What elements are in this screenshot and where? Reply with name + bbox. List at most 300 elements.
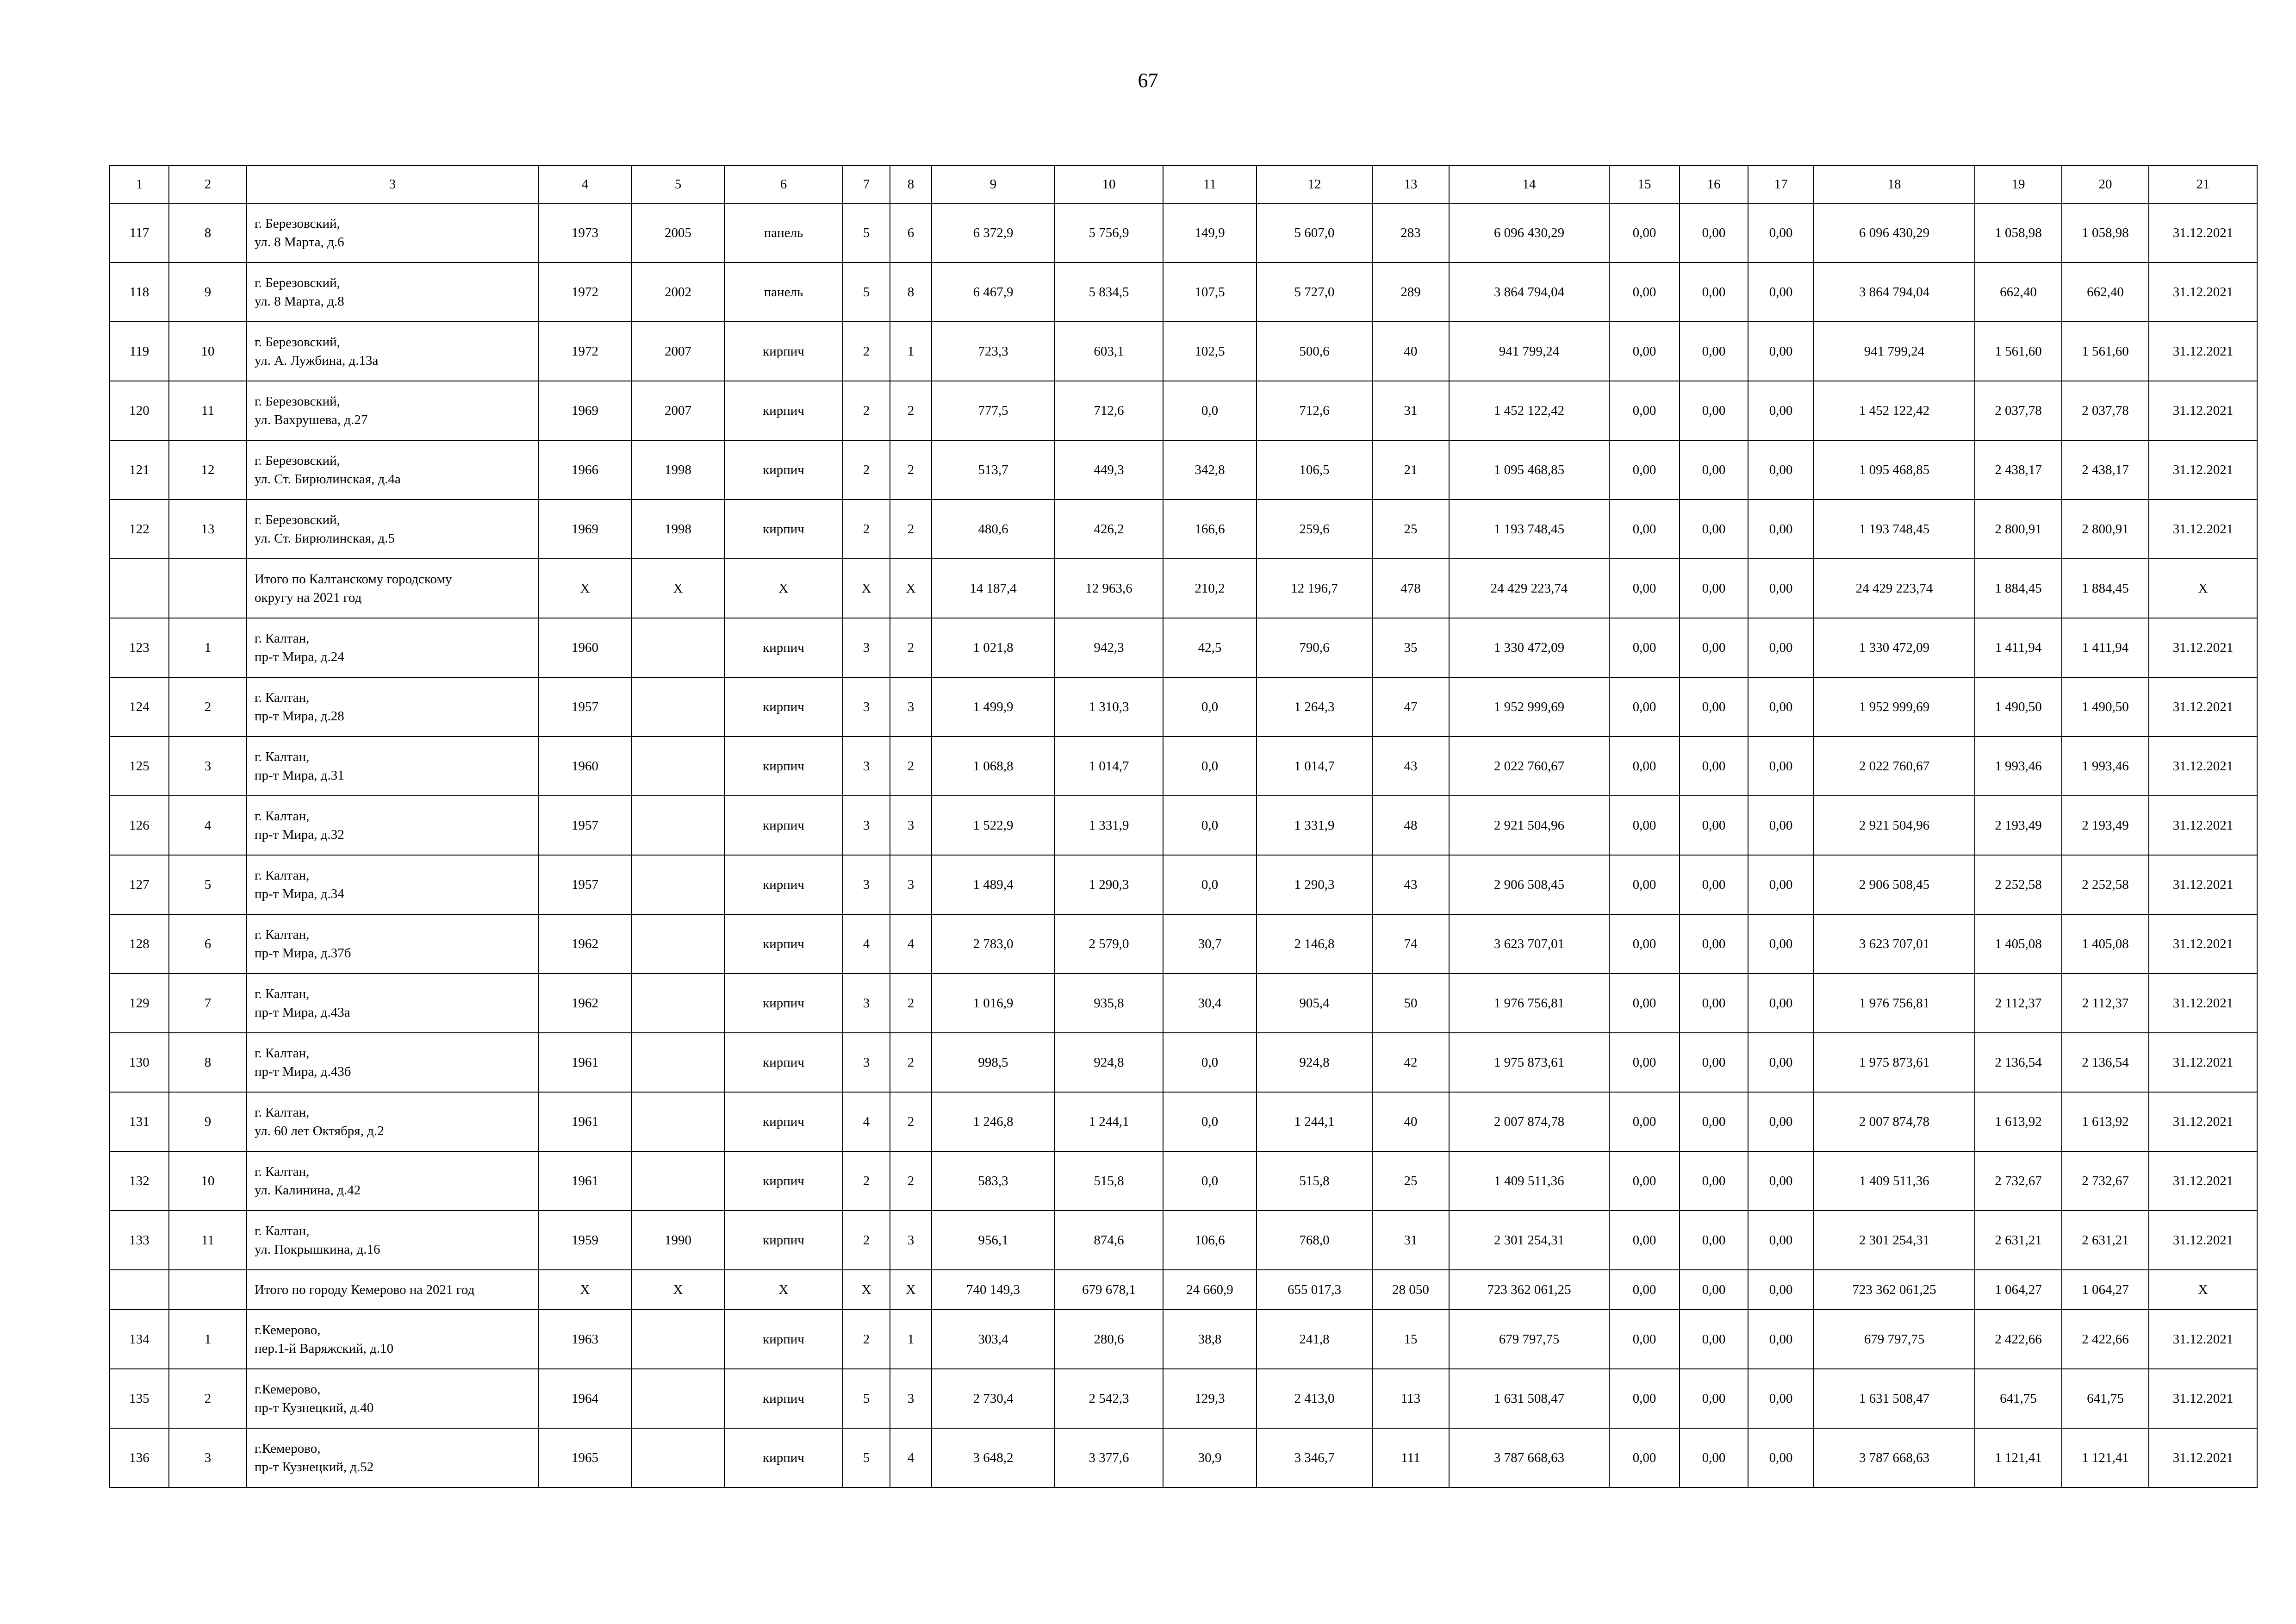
cell-col-6: кирпич [724, 1151, 843, 1211]
cell-col-6: кирпич [724, 500, 843, 559]
cell-col-18: 1 975 873,61 [1814, 1033, 1975, 1092]
cell-col-15: 0,00 [1609, 796, 1680, 855]
cell-col-8: 3 [890, 1211, 932, 1270]
cell-col-16: 0,00 [1680, 1428, 1748, 1487]
cell-col-13: 111 [1372, 1428, 1449, 1487]
cell-col-21: 31.12.2021 [2149, 796, 2257, 855]
cell-col-9: 1 068,8 [932, 737, 1055, 796]
cell-col-20: 1 884,45 [2062, 559, 2149, 618]
cell-col-18: 1 952 999,69 [1814, 677, 1975, 737]
cell-col-3: г. Березовский, ул. Ст. Бирюлинская, д.5 [247, 500, 538, 559]
cell-col-12: 924,8 [1257, 1033, 1372, 1092]
cell-col-10: 515,8 [1055, 1151, 1163, 1211]
cell-col-9: 6 467,9 [932, 262, 1055, 322]
cell-col-7: 3 [843, 796, 890, 855]
cell-col-17: 0,00 [1748, 322, 1814, 381]
cell-col-20: 1 613,92 [2062, 1092, 2149, 1151]
cell-col-5 [632, 737, 724, 796]
cell-col-8: 2 [890, 618, 932, 677]
cell-col-20: 2 438,17 [2062, 440, 2149, 500]
cell-col-14: 1 095 468,85 [1449, 440, 1609, 500]
table-row [110, 1033, 2257, 1092]
cell-col-14: 24 429 223,74 [1449, 559, 1609, 618]
cell-col-18: 2 301 254,31 [1814, 1211, 1975, 1270]
cell-col-1: 126 [110, 796, 169, 855]
cell-col-8: 3 [890, 796, 932, 855]
cell-col-21: 31.12.2021 [2149, 855, 2257, 914]
cell-col-20: 1 490,50 [2062, 677, 2149, 737]
cell-col-15: 0,00 [1609, 440, 1680, 500]
cell-col-13: 42 [1372, 1033, 1449, 1092]
cell-col-2: 11 [169, 381, 247, 440]
cell-col-21: 31.12.2021 [2149, 262, 2257, 322]
cell-col-4: 1962 [538, 914, 632, 974]
cell-col-21: 31.12.2021 [2149, 618, 2257, 677]
cell-col-14: 3 623 707,01 [1449, 914, 1609, 974]
cell-col-16: 0,00 [1680, 1270, 1748, 1310]
cell-col-11: 30,7 [1163, 914, 1257, 974]
cell-col-10: 3 377,6 [1055, 1428, 1163, 1487]
cell-col-18: 3 787 668,63 [1814, 1428, 1975, 1487]
column-header-17: 17 [1748, 165, 1814, 203]
cell-col-16: 0,00 [1680, 262, 1748, 322]
cell-col-5 [632, 677, 724, 737]
cell-col-12: 515,8 [1257, 1151, 1372, 1211]
cell-col-14: 3 787 668,63 [1449, 1428, 1609, 1487]
cell-col-20: 1 411,94 [2062, 618, 2149, 677]
cell-col-5 [632, 914, 724, 974]
cell-col-21: 31.12.2021 [2149, 500, 2257, 559]
cell-col-3: г. Калтан, ул. Калинина, д.42 [247, 1151, 538, 1211]
cell-col-11: 42,5 [1163, 618, 1257, 677]
cell-col-17: 0,00 [1748, 1211, 1814, 1270]
table-row [110, 914, 2257, 974]
cell-col-19: 2 193,49 [1975, 796, 2062, 855]
table-row [110, 440, 2257, 500]
cell-col-11: 30,9 [1163, 1428, 1257, 1487]
cell-col-18: 2 921 504,96 [1814, 796, 1975, 855]
cell-col-12: 1 290,3 [1257, 855, 1372, 914]
cell-col-13: 25 [1372, 1151, 1449, 1211]
cell-col-13: 43 [1372, 737, 1449, 796]
column-header-4: 4 [538, 165, 632, 203]
cell-col-20: 641,75 [2062, 1369, 2149, 1428]
cell-col-9: 1 016,9 [932, 974, 1055, 1033]
cell-col-16: 0,00 [1680, 381, 1748, 440]
cell-col-17: 0,00 [1748, 1151, 1814, 1211]
cell-col-5: 2007 [632, 322, 724, 381]
cell-col-8: 8 [890, 262, 932, 322]
cell-col-14: 2 921 504,96 [1449, 796, 1609, 855]
cell-col-6: кирпич [724, 1092, 843, 1151]
cell-col-8: 2 [890, 381, 932, 440]
cell-col-18: 2 906 508,45 [1814, 855, 1975, 914]
cell-col-1: 128 [110, 914, 169, 974]
cell-col-13: 40 [1372, 1092, 1449, 1151]
cell-col-17: 0,00 [1748, 974, 1814, 1033]
cell-col-11: 342,8 [1163, 440, 1257, 500]
cell-col-19: 2 252,58 [1975, 855, 2062, 914]
cell-col-14: 2 301 254,31 [1449, 1211, 1609, 1270]
cell-col-14: 2 906 508,45 [1449, 855, 1609, 914]
cell-col-12: 5 727,0 [1257, 262, 1372, 322]
cell-col-2: 2 [169, 1369, 247, 1428]
cell-col-1: 117 [110, 203, 169, 262]
cell-col-3: г. Калтан, пр-т Мира, д.34 [247, 855, 538, 914]
cell-col-16: 0,00 [1680, 677, 1748, 737]
cell-col-21: 31.12.2021 [2149, 440, 2257, 500]
cell-col-11: 107,5 [1163, 262, 1257, 322]
cell-col-4: 1959 [538, 1211, 632, 1270]
table-row [110, 1211, 2257, 1270]
cell-col-20: 1 058,98 [2062, 203, 2149, 262]
cell-col-12: 655 017,3 [1257, 1270, 1372, 1310]
cell-col-5 [632, 1310, 724, 1369]
cell-col-11: 149,9 [1163, 203, 1257, 262]
cell-col-9: 740 149,3 [932, 1270, 1055, 1310]
cell-col-14: 2 007 874,78 [1449, 1092, 1609, 1151]
cell-col-2: 3 [169, 737, 247, 796]
cell-col-2: 1 [169, 618, 247, 677]
cell-col-3: г. Березовский, ул. Ст. Бирюлинская, д.4а [247, 440, 538, 500]
cell-col-17: 0,00 [1748, 737, 1814, 796]
cell-col-18: 6 096 430,29 [1814, 203, 1975, 262]
cell-col-10: 942,3 [1055, 618, 1163, 677]
cell-col-10: 935,8 [1055, 974, 1163, 1033]
cell-col-1: 124 [110, 677, 169, 737]
cell-col-10: 924,8 [1055, 1033, 1163, 1092]
cell-col-18: 679 797,75 [1814, 1310, 1975, 1369]
cell-col-21: 31.12.2021 [2149, 381, 2257, 440]
cell-col-9: 2 730,4 [932, 1369, 1055, 1428]
cell-col-12: 712,6 [1257, 381, 1372, 440]
table-row [110, 262, 2257, 322]
cell-col-5 [632, 974, 724, 1033]
cell-col-3: г. Калтан, ул. 60 лет Октября, д.2 [247, 1092, 538, 1151]
cell-col-21: 31.12.2021 [2149, 1033, 2257, 1092]
cell-col-6: кирпич [724, 1428, 843, 1487]
cell-col-21: 31.12.2021 [2149, 1428, 2257, 1487]
cell-col-15: 0,00 [1609, 618, 1680, 677]
cell-col-14: 1 409 511,36 [1449, 1151, 1609, 1211]
cell-col-3: г. Калтан, ул. Покрышкина, д.16 [247, 1211, 538, 1270]
cell-col-17: 0,00 [1748, 914, 1814, 974]
cell-col-9: 956,1 [932, 1211, 1055, 1270]
total-row [110, 559, 2257, 618]
cell-col-2: 4 [169, 796, 247, 855]
cell-col-6: X [724, 559, 843, 618]
cell-col-8: 1 [890, 322, 932, 381]
cell-col-12: 5 607,0 [1257, 203, 1372, 262]
cell-col-15: 0,00 [1609, 1033, 1680, 1092]
cell-col-14: 3 864 794,04 [1449, 262, 1609, 322]
cell-col-11: 0,0 [1163, 855, 1257, 914]
cell-col-4: 1969 [538, 500, 632, 559]
column-header-2: 2 [169, 165, 247, 203]
cell-col-19: 641,75 [1975, 1369, 2062, 1428]
cell-col-7: 2 [843, 381, 890, 440]
cell-col-1: 129 [110, 974, 169, 1033]
cell-col-14: 1 952 999,69 [1449, 677, 1609, 737]
cell-col-5 [632, 1428, 724, 1487]
cell-col-19: 1 411,94 [1975, 618, 2062, 677]
cell-col-21: 31.12.2021 [2149, 1211, 2257, 1270]
cell-col-20: 2 112,37 [2062, 974, 2149, 1033]
cell-col-5: 1998 [632, 440, 724, 500]
cell-col-17: 0,00 [1748, 559, 1814, 618]
cell-col-12: 12 196,7 [1257, 559, 1372, 618]
cell-col-13: 74 [1372, 914, 1449, 974]
cell-col-12: 259,6 [1257, 500, 1372, 559]
cell-col-14: 679 797,75 [1449, 1310, 1609, 1369]
table-row [110, 677, 2257, 737]
cell-col-3: г.Кемерово, пр-т Кузнецкий, д.52 [247, 1428, 538, 1487]
cell-col-10: 1 014,7 [1055, 737, 1163, 796]
cell-col-2: 6 [169, 914, 247, 974]
cell-col-16: 0,00 [1680, 618, 1748, 677]
cell-col-11: 106,6 [1163, 1211, 1257, 1270]
cell-col-5: 1998 [632, 500, 724, 559]
column-header-3: 3 [247, 165, 538, 203]
cell-col-18: 1 330 472,09 [1814, 618, 1975, 677]
cell-col-3: г. Березовский, ул. 8 Марта, д.8 [247, 262, 538, 322]
cell-col-21: X [2149, 559, 2257, 618]
cell-col-15: 0,00 [1609, 974, 1680, 1033]
cell-col-4: 1957 [538, 855, 632, 914]
column-header-20: 20 [2062, 165, 2149, 203]
cell-col-7: 3 [843, 974, 890, 1033]
cell-col-15: 0,00 [1609, 914, 1680, 974]
table-row [110, 1369, 2257, 1428]
cell-col-1: 130 [110, 1033, 169, 1092]
cell-col-17: 0,00 [1748, 262, 1814, 322]
cell-col-17: 0,00 [1748, 1310, 1814, 1369]
cell-col-15: 0,00 [1609, 381, 1680, 440]
cell-col-18: 3 623 707,01 [1814, 914, 1975, 974]
table-row [110, 500, 2257, 559]
cell-col-3: г. Березовский, ул. Вахрушева, д.27 [247, 381, 538, 440]
cell-col-15: 0,00 [1609, 1270, 1680, 1310]
cell-col-21: 31.12.2021 [2149, 974, 2257, 1033]
cell-col-6: кирпич [724, 618, 843, 677]
cell-col-4: X [538, 1270, 632, 1310]
cell-col-2: 8 [169, 203, 247, 262]
cell-col-21: 31.12.2021 [2149, 203, 2257, 262]
table-row [110, 203, 2257, 262]
column-header-7: 7 [843, 165, 890, 203]
cell-col-2: 2 [169, 677, 247, 737]
cell-col-20: 1 993,46 [2062, 737, 2149, 796]
cell-col-11: 129,3 [1163, 1369, 1257, 1428]
cell-col-4: 1969 [538, 381, 632, 440]
table-row [110, 1092, 2257, 1151]
cell-col-20: 1 561,60 [2062, 322, 2149, 381]
cell-col-18: 1 631 508,47 [1814, 1369, 1975, 1428]
cell-col-8: 3 [890, 855, 932, 914]
cell-col-7: 3 [843, 855, 890, 914]
cell-col-6: кирпич [724, 1310, 843, 1369]
cell-col-18: 1 409 511,36 [1814, 1151, 1975, 1211]
cell-col-16: 0,00 [1680, 1092, 1748, 1151]
cell-col-20: 2 732,67 [2062, 1151, 2149, 1211]
cell-col-1: 133 [110, 1211, 169, 1270]
cell-col-10: 1 331,9 [1055, 796, 1163, 855]
cell-col-13: 113 [1372, 1369, 1449, 1428]
cell-col-9: 1 246,8 [932, 1092, 1055, 1151]
cell-col-19: 1 064,27 [1975, 1270, 2062, 1310]
cell-col-16: 0,00 [1680, 796, 1748, 855]
cell-col-20: 2 252,58 [2062, 855, 2149, 914]
cell-col-7: X [843, 1270, 890, 1310]
cell-col-8: X [890, 1270, 932, 1310]
cell-col-20: 1 064,27 [2062, 1270, 2149, 1310]
cell-col-16: 0,00 [1680, 322, 1748, 381]
cell-col-15: 0,00 [1609, 677, 1680, 737]
cell-col-21: 31.12.2021 [2149, 677, 2257, 737]
cell-col-8: 2 [890, 500, 932, 559]
cell-col-12: 1 244,1 [1257, 1092, 1372, 1151]
cell-col-10: 2 579,0 [1055, 914, 1163, 974]
cell-col-21: 31.12.2021 [2149, 1310, 2257, 1369]
cell-col-2: 11 [169, 1211, 247, 1270]
cell-col-1: 135 [110, 1369, 169, 1428]
cell-col-4: 1957 [538, 677, 632, 737]
cell-col-10: 5 756,9 [1055, 203, 1163, 262]
cell-col-7: 2 [843, 1211, 890, 1270]
table-row [110, 1151, 2257, 1211]
cell-col-7: 4 [843, 914, 890, 974]
cell-col-4: 1957 [538, 796, 632, 855]
cell-col-3: г. Калтан, пр-т Мира, д.31 [247, 737, 538, 796]
cell-col-8: 2 [890, 737, 932, 796]
cell-col-19: 2 438,17 [1975, 440, 2062, 500]
cell-col-15: 0,00 [1609, 1428, 1680, 1487]
cell-col-12: 768,0 [1257, 1211, 1372, 1270]
cell-col-4: 1966 [538, 440, 632, 500]
cell-col-12: 790,6 [1257, 618, 1372, 677]
cell-col-6: кирпич [724, 855, 843, 914]
cell-col-6: кирпич [724, 1033, 843, 1092]
cell-col-5 [632, 1033, 724, 1092]
cell-col-15: 0,00 [1609, 1092, 1680, 1151]
column-header-15: 15 [1609, 165, 1680, 203]
cell-col-3: г. Калтан, пр-т Мира, д.28 [247, 677, 538, 737]
cell-col-16: 0,00 [1680, 440, 1748, 500]
cell-col-7: 2 [843, 1151, 890, 1211]
cell-col-16: 0,00 [1680, 559, 1748, 618]
cell-col-7: 5 [843, 262, 890, 322]
cell-col-18: 1 193 748,45 [1814, 500, 1975, 559]
cell-col-19: 2 136,54 [1975, 1033, 2062, 1092]
cell-col-6: кирпич [724, 440, 843, 500]
cell-col-1 [110, 1270, 169, 1310]
cell-col-10: 12 963,6 [1055, 559, 1163, 618]
cell-col-6: кирпич [724, 796, 843, 855]
cell-col-15: 0,00 [1609, 855, 1680, 914]
cell-col-12: 2 413,0 [1257, 1369, 1372, 1428]
cell-col-2 [169, 559, 247, 618]
cell-col-13: 40 [1372, 322, 1449, 381]
cell-col-10: 603,1 [1055, 322, 1163, 381]
cell-col-4: 1963 [538, 1310, 632, 1369]
cell-col-2 [169, 1270, 247, 1310]
cell-col-6: панель [724, 262, 843, 322]
cell-col-1: 122 [110, 500, 169, 559]
cell-col-10: 679 678,1 [1055, 1270, 1163, 1310]
cell-col-15: 0,00 [1609, 500, 1680, 559]
cell-col-13: 478 [1372, 559, 1449, 618]
column-header-1: 1 [110, 165, 169, 203]
cell-col-15: 0,00 [1609, 559, 1680, 618]
cell-col-4: 1961 [538, 1092, 632, 1151]
cell-col-16: 0,00 [1680, 737, 1748, 796]
cell-col-7: 2 [843, 1310, 890, 1369]
cell-col-19: 662,40 [1975, 262, 2062, 322]
cell-col-16: 0,00 [1680, 855, 1748, 914]
cell-col-3: г. Калтан, пр-т Мира, д.43б [247, 1033, 538, 1092]
housing-table [109, 165, 2258, 1488]
cell-col-12: 1 331,9 [1257, 796, 1372, 855]
cell-col-7: 2 [843, 500, 890, 559]
cell-col-19: 1 490,50 [1975, 677, 2062, 737]
cell-col-8: 4 [890, 914, 932, 974]
cell-col-6: кирпич [724, 322, 843, 381]
cell-col-20: 2 631,21 [2062, 1211, 2149, 1270]
cell-col-4: 1961 [538, 1151, 632, 1211]
cell-col-3: г. Калтан, пр-т Мира, д.43а [247, 974, 538, 1033]
cell-col-12: 905,4 [1257, 974, 1372, 1033]
cell-col-3: г.Кемерово, пер.1-й Варяжский, д.10 [247, 1310, 538, 1369]
cell-col-1: 132 [110, 1151, 169, 1211]
cell-col-16: 0,00 [1680, 1211, 1748, 1270]
cell-col-2: 5 [169, 855, 247, 914]
column-header-5: 5 [632, 165, 724, 203]
cell-col-8: 4 [890, 1428, 932, 1487]
cell-col-16: 0,00 [1680, 500, 1748, 559]
cell-col-13: 28 050 [1372, 1270, 1449, 1310]
cell-col-21: 31.12.2021 [2149, 1151, 2257, 1211]
table-row [110, 1310, 2257, 1369]
cell-col-10: 449,3 [1055, 440, 1163, 500]
cell-col-4: 1960 [538, 618, 632, 677]
cell-col-19: 1 405,08 [1975, 914, 2062, 974]
table-row [110, 381, 2257, 440]
cell-col-9: 1 489,4 [932, 855, 1055, 914]
cell-col-5: X [632, 1270, 724, 1310]
cell-col-18: 1 095 468,85 [1814, 440, 1975, 500]
cell-col-9: 3 648,2 [932, 1428, 1055, 1487]
table-row [110, 322, 2257, 381]
cell-col-12: 1 264,3 [1257, 677, 1372, 737]
cell-col-21: 31.12.2021 [2149, 1092, 2257, 1151]
cell-col-13: 35 [1372, 618, 1449, 677]
cell-col-11: 24 660,9 [1163, 1270, 1257, 1310]
cell-col-7: 3 [843, 618, 890, 677]
cell-col-18: 1 452 122,42 [1814, 381, 1975, 440]
cell-col-14: 2 022 760,67 [1449, 737, 1609, 796]
cell-col-17: 0,00 [1748, 618, 1814, 677]
table-row [110, 737, 2257, 796]
cell-col-17: 0,00 [1748, 381, 1814, 440]
cell-col-8: 2 [890, 974, 932, 1033]
cell-col-3: г. Калтан, пр-т Мира, д.24 [247, 618, 538, 677]
cell-col-17: 0,00 [1748, 1428, 1814, 1487]
cell-col-4: 1962 [538, 974, 632, 1033]
cell-col-10: 874,6 [1055, 1211, 1163, 1270]
cell-col-4: 1961 [538, 1033, 632, 1092]
cell-col-5 [632, 618, 724, 677]
header-row [110, 165, 2257, 203]
